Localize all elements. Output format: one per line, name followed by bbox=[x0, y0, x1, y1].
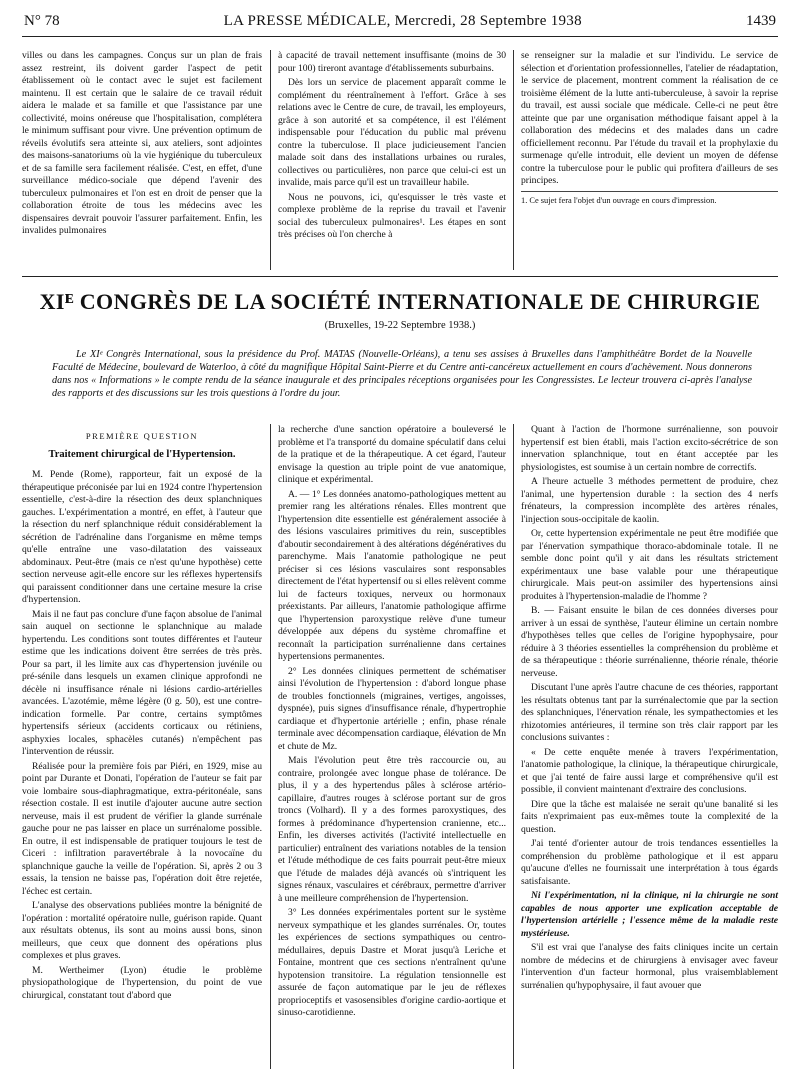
intro-paragraph: Le XIᵉ Congrès International, sous la présidence du Prof. MATAS (Nouvelle-Orléans), a tenu ses assises à Bruxelles dans l'amphithéâtre Bordet de la Nouvelle Faculté de Médecine, boulevard de Waterloo, à côté du magnifique Hôpital Saint-Pierre et du Centre anti-cancéreux actuellement en cours d'achèvement. Nous donnerons dans nos « Informations » le compte rendu de la séance inaugurale et des principales réceptions organisées pour les Congressistes. Le lecteur trouvera ci-après l'analyse des rapports et des discussions sur les trois questions à l'ordre du jour. bbox=[52, 349, 752, 399]
header-rule bbox=[22, 36, 778, 37]
column-divider bbox=[513, 424, 514, 1069]
body-column-2 bbox=[278, 424, 506, 1022]
paragraph: « De cette enquête menée à travers l'expérimentation, l'anatomie pathologique, la clinique, la thérapeutique chirurgicale, et que j'ai tenté de faire aussi large et compréhensive qu'il est possible, il convient maintenant d'extraire des conclusions. bbox=[521, 746, 778, 795]
paragraph: Quant à l'action de l'hormone surrénalienne, son pouvoir hypertensif est bien établi, mais l'action excito-sécrétrice de son innervation splanchnique, tout en étant acceptée par les physiologistes, est soumise à un certain nombre de correctifs. bbox=[521, 424, 778, 473]
paragraph: M. Pende (Rome), rapporteur, fait un exposé de la thérapeutique préconisée par lui en 1924 contre l'hypertension essentielle, c'est-à-dire la résection des deux splanchniques gauches. L'expérimentation a montré, en effet, à l'auteur que la résection du nerf splanchnique réduit considérablement la sécrétion de l'adrénaline dans l'organisme en même temps qu'elle entraîne une vaso-dilatation des vaisseaux abdominaux. Peut-être (mais ce n'est qu'une hypothèse) cette section nerveuse agit-elle encore sur les réflexes hypertensifs qui paraissent conditionner dans une certaine mesure la crise d'hypertension. bbox=[22, 469, 262, 605]
paragraph: villes ou dans les campagnes. Conçus sur un plan de frais assez restreint, ils doivent garder l'aspect de petit établissement où le contact avec le sujet est facilement maintenu. Il est certain que le salaire de ce travail réduit aidera le malade et sa famille et que l'assistance par une collectivité, moins onéreuse que l'hospitalisation, complétera le minimum suffisant pour vivre. Une prévention optimum de réveils évolutifs sera atteinte si, aux ateliers, sont adjointes des maisons-sanatoriums où la vie hygiénique du tuberculeux et de sa famille sera facilement réalisée. C'est, en effet, d'une surveillance médico-sociale que dépend l'avenir des tuberculeux pulmonaires et l'on est en droit de penser que la collaboration étroite de tous les médecins avec les dispensaires devrait pouvoir l'assurer parfaitement. Enfin, les invalides pulmonaires bbox=[22, 50, 262, 236]
paragraph: A l'heure actuelle 3 méthodes permettent de produire, chez l'animal, une hypertension durable : la section des 4 nerfs frénateurs, la compression incomplète des artères rénales, l'injection sous-occipitale de kaolin. bbox=[521, 476, 778, 525]
page-number: 1439 bbox=[745, 12, 776, 29]
body-column-1 bbox=[22, 428, 262, 1004]
paragraph: Discutant l'une après l'autre chacune de ces théories, rapportant les résultats obtenus tant par la surrénalectomie que par la section des splanchniques, l'énervation rénale, les sympathectomies et les rhizotomies antérieures, il termine son très clair rapport par les conclusions suivantes : bbox=[521, 682, 778, 743]
column-divider bbox=[513, 50, 514, 270]
paragraph: Nous ne pouvons, ici, qu'esquisser le très vaste et complexe problème de la reprise du travail et l'avenir social des tuberculeux pulmonaires¹. Les étapes en sont très précises où l'on cherche à bbox=[278, 191, 506, 240]
paragraph: Dire que la tâche est malaisée ne serait qu'une banalité si les faits n'exprimaient pas eux-mêmes toute la complexité de la question. bbox=[521, 798, 778, 835]
paragraph: à capacité de travail nettement insuffisante (moins de 30 pour 100) tireront avantage d'établissements suburbains. bbox=[278, 50, 506, 74]
page-header bbox=[24, 8, 776, 34]
issue-number: N° 78 bbox=[24, 12, 60, 29]
congress-intro bbox=[52, 348, 752, 400]
paragraph: B. — Faisant ensuite le bilan de ces données diverses pour arriver à un essai de synthèse, l'auteur élimine un certain nombre d'hypothèses telles que celles de l'origine hypophysaire, pour réduire à 3 théories essentielles la compréhension du problème et de sa thérapeutique : théorie surrénalienne, théorie rénale, théorie nerveuse. bbox=[521, 605, 778, 679]
paragraph: Mais l'évolution peut être très raccourcie ou, au contraire, prolongée avec longue phase de tolérance. De plus, il y a des hypertendus pâles à sclérose artério-capillaire, d'autres rouges à sclérose portant sur de gros troncs (Volhard). Il y a des formes paroxystiques, des formes à prédominance d'hypertension cranienne, etc... Enfin, les diverses activités (l'activité intellectuelle en particulier) entraînent des variations notables de la tension et l'étude méthodique de ces faits pourrait peut-être mieux que l'étude de malades déjà avancés où s'intriquent les signes rénaux, vasculaires et cérébraux, permettre d'arriver à une meilleure compréhension de l'hypertension. bbox=[278, 755, 506, 904]
paragraph: la recherche d'une sanction opératoire a bouleversé le problème et l'a transporté du domaine spéculatif dans celui de la pratique et de la thérapeutique. A cet égard, l'auteur envisage la question au triple point de vue anatomique, clinique et expérimental. bbox=[278, 424, 506, 485]
paragraph: Or, cette hypertension expérimentale ne peut être modifiée que par l'énervation sympathique thoraco-abdominale totale. Il ne semble donc point qu'il y ait dans les résultats strictement expérimentaux une base valable pour une thérapeutique chirurgicale. Mais peut-on assimiler des hypertensions ainsi produites à l'hypertension-maladie de l'homme ? bbox=[521, 528, 778, 602]
footnote: 1. Ce sujet fera l'objet d'un ouvrage en cours d'impression. bbox=[521, 191, 778, 206]
paragraph: 2° Les données cliniques permettent de schématiser ainsi l'évolution de l'hypertension : d'abord longue phase de troubles fonctionnels (migraines, vertiges, angoisses, dyspnée), puis signes d'insuffisance rénale, d'hypertrophie cardiaque et d'hypertonie artérielle ; enfin, phase rénale terminale avec décompensation cardiaque, élévation de Mn et chute de Mz. bbox=[278, 665, 506, 752]
paragraph: 3° Les données expérimentales portent sur le système nerveux sympathique et les glandes surrénales. Or, toutes les expériences de sections sympathiques ou centro-médullaires, depuis Dastre et Morat jusqu'à Leriche et Fontaine, montrent que ces sections n'entraînent qu'une hypotension transitoire. La régulation tensionnelle est assurée de façon automatique par le jeu de réflexes proprioceptifs et vasosensibles d'origine cardio-aortique et sinuso-carotidienne. bbox=[278, 907, 506, 1018]
paragraph: Réalisée pour la première fois par Piéri, en 1929, mise au point par Durante et Donati, l'opération de l'auteur se fait par voie lombaire sous-diaphragmatique, extra-péritonéale, sans résection costale. Il est inutile d'ajouter aucune autre section nerveuse, mais il est prudent de vérifier la glande surrénale gauche pour ne pas laisser en place un surrénalome possible. En outre, il est indispensable de pratiquer toujours le test de Ciceri : infiltration paravertébrale à la novocaïne du splanchnique gauche la veille de l'opération. Si, après 2 ou 3 essais, la tension ne baisse pas, l'opération doit être rejetée, l'échec est certain. bbox=[22, 760, 262, 897]
congress-subtitle: (Bruxelles, 19-22 Septembre 1938.) bbox=[324, 320, 476, 331]
paragraph: J'ai tenté d'orienter autour de trois tendances essentielles la compréhension du problème pathologique et il est apparu qu'aucune d'elles ne fournissait une interprétation à tous égards satisfaisante. bbox=[521, 838, 778, 887]
paragraph: M. Wertheimer (Lyon) étudie le problème physiopathologique de l'hypertension, du point de vue chirurgical, constatant tout d'abord que bbox=[22, 964, 262, 1001]
top-column-3 bbox=[521, 50, 778, 206]
paragraph: Dès lors un service de placement apparaît comme le complément du réentraînement à l'effort. Grâce à ses relations avec le Centre de cure, de travail, les employeurs, grâce à son autorité et sa compétence, il est l'élément indispensable pour l'éducation du public mal prévenu contre la tuberculose. Il place judicieusement l'ancien malade soit dans des installations urbaines ou rurales, collectives ou particulières, non parce que celui-ci est un invalide, mais parce qu'il est un travailleur habile. bbox=[278, 77, 506, 188]
column-divider bbox=[270, 424, 271, 1069]
body-column-3 bbox=[521, 424, 778, 994]
congress-title: XIᴱ CONGRÈS DE LA SOCIÉTÉ INTERNATIONALE DE CHIRURGIE bbox=[39, 289, 761, 314]
journal-title: LA PRESSE MÉDICALE, Mercredi, 28 Septembre 1938 bbox=[223, 12, 582, 29]
section-title: Traitement chirurgical de l'Hypertension. bbox=[48, 448, 236, 460]
section-rule bbox=[22, 276, 778, 277]
paragraph: L'analyse des observations publiées montre la bénignité de l'opération : mortalité opératoire nulle, guérison rapide. Quant aux résultats obtenus, ils sont au moins aussi bons, sinon meilleurs, que ceux que donnent des opérations plus complexes et plus graves. bbox=[22, 900, 262, 961]
top-column-2 bbox=[278, 50, 506, 244]
paragraph: Mais il ne faut pas conclure d'une façon absolue de l'animal sain auquel on sectionne le splanchnique au malade hypertendu. Les conditions sont toutes différentes et l'auteur estime que les indications doivent être serrées de très près. Pour sa part, il les limite aux cas d'hypertension juvénile ou pré-sénile dans lesquels un examen clinique approfondi ne décèle ni insuffisance rénale ni lésions cardio-artérielles avancées. L'azotémie, même légère (0 g. 50), est une contre-indication formelle. Par contre, certains symptômes hypertensifs sérieux (accidents corticaux ou rétiniens, asphyxies locales, sphacèles cutanés) n'empêchent pas l'intervention de réussir. bbox=[22, 608, 262, 757]
paragraph: Ni l'expérimentation, ni la clinique, ni la chirurgie ne sont capables de nous apporter une explication acceptable de l'hypertension artérielle ; l'essence même de la maladie reste mystérieuse. bbox=[521, 890, 778, 939]
paragraph: A. — 1° Les données anatomo-pathologiques mettent au premier rang les altérations rénales. Elles montrent que l'hypertension dite essentielle est généralement associée à des lésions vasculaires primitives du rein, susceptibles d'aboutir secondairement à des altérations dégénératives du parenchyme. Mais l'anatomie pathologique ne peut préciser si ces lésions vasculaires sont responsables directement de l'état hypertensif ou si elles relèvent comme lui de facteurs toxiques, nerveux ou hormonaux préexistants. Par ailleurs, l'anatomie pathologique affirme que l'hypertension paroxystique relève d'une tumeur développée aux dépens du système chromaffine et reconnaît la participation surrénalienne dans certaines hypertensions permanentes. bbox=[278, 488, 506, 662]
paragraph: S'il est vrai que l'analyse des faits cliniques incite un certain nombre de médecins et de chirurgiens à envisager avec faveur l'intervention d'un facteur hormonal, plus vraisemblablement surrénalien qu'hypophysaire, il faut avouer que bbox=[521, 942, 778, 991]
section-label: PREMIÈRE QUESTION bbox=[85, 431, 199, 441]
paragraph: se renseigner sur la maladie et sur l'individu. Le service de sélection et d'orientation professionnelles, l'atelier de réadaptation, le service de placement, montrent comment la réalisation de ce troisième élément de la lutte anti-tuberculeuse, à savoir la reprise du travail, est aussi sociale que médicale. Celle-ci ne peut être atteinte que par une organisation méthodique faisant appel à la collaboration des médecins et des malades dans un cadre officiellement reconnu. Par l'étude du travail et la prophylaxie du surmenage qu'elle introduit, elle devient un moyen de défense contre la tuberculose pour le public qui profitera d'ailleurs de ses principes. bbox=[521, 50, 778, 186]
top-column-1 bbox=[22, 50, 262, 240]
column-divider bbox=[270, 50, 271, 270]
